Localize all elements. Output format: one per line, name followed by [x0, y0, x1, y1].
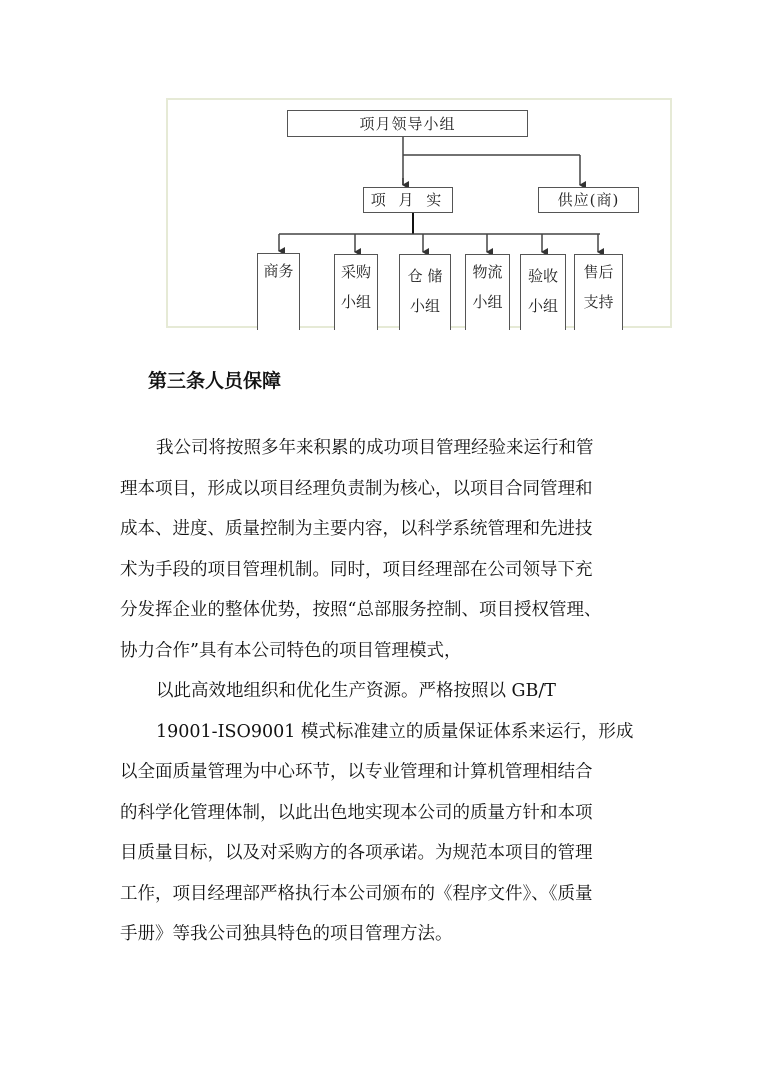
body-line: 19001-ISO9001 模式标准建立的质量保证体系来运行，形成 — [156, 721, 634, 742]
body-line: 我公司将按照多年来积累的成功项目管理经验来运行和管 — [156, 438, 594, 458]
body-line: 目质量目标，以及对采购方的各项承诺。为规范本项目的管理 — [120, 843, 593, 863]
node-project-leadership-group — [287, 110, 528, 137]
node-label-line2: 支持 — [583, 293, 614, 311]
node-procurement-group — [334, 254, 378, 330]
body-paragraph — [120, 428, 640, 955]
node-label: 项月领导小组 — [359, 114, 456, 133]
node-business — [257, 253, 300, 330]
node-label-line1: 商务 — [263, 262, 294, 280]
org-chart-diagram — [166, 98, 672, 328]
body-line: 以全面质量管理为中心环节，以专业管理和计算机管理相结合 — [120, 762, 593, 782]
section-heading: 第三条人员保障 — [148, 370, 282, 392]
node-label: 供应(商) — [557, 191, 620, 209]
node-acceptance-group — [520, 254, 566, 330]
node-label-line1: 物流 — [472, 263, 503, 281]
node-label-line2: 小组 — [527, 297, 558, 315]
body-line: 分发挥企业的整体优势，按照“总部服务控制、项目授权管理、 — [120, 600, 602, 620]
body-line: 理本项目，形成以项目经理负责制为核心，以项目合同管理和 — [120, 478, 593, 499]
node-supplier — [538, 187, 639, 213]
body-line: 成本、进度、质量控制为主要内容，以科学系统管理和先进技 — [120, 519, 593, 539]
body-line: 以此高效地组织和优化生产资源。严格按照以 GB/T — [156, 681, 556, 701]
body-line: 协力合作”具有本公司特色的项目管理模式， — [120, 640, 462, 661]
node-label-line2: 小组 — [409, 297, 440, 315]
node-after-sales-support — [574, 254, 623, 330]
node-label-line2: 小组 — [340, 293, 371, 311]
node-label-line2: 小组 — [472, 293, 503, 311]
body-line: 术为手段的项目管理机制。同时，项目经理部在公司领导下充 — [120, 559, 593, 580]
node-label: 项 月 实 — [370, 191, 446, 209]
node-label-line1: 仓 储 — [407, 267, 443, 285]
body-line: 的科学化管理体制，以此出色地实现本公司的质量方针和本项 — [120, 802, 593, 823]
node-label-line1: 采购 — [340, 263, 371, 281]
node-label-line1: 售后 — [583, 263, 614, 281]
node-warehouse-group — [399, 254, 451, 330]
node-project-implementation — [363, 187, 453, 213]
node-label-line1: 验收 — [527, 267, 558, 285]
node-logistics-group — [465, 254, 510, 330]
body-line: 工作，项目经理部严格执行本公司颁布的《程序文件》、《质量 — [120, 883, 593, 904]
body-line: 手册》等我公司独具特色的项目管理方法。 — [120, 924, 453, 944]
